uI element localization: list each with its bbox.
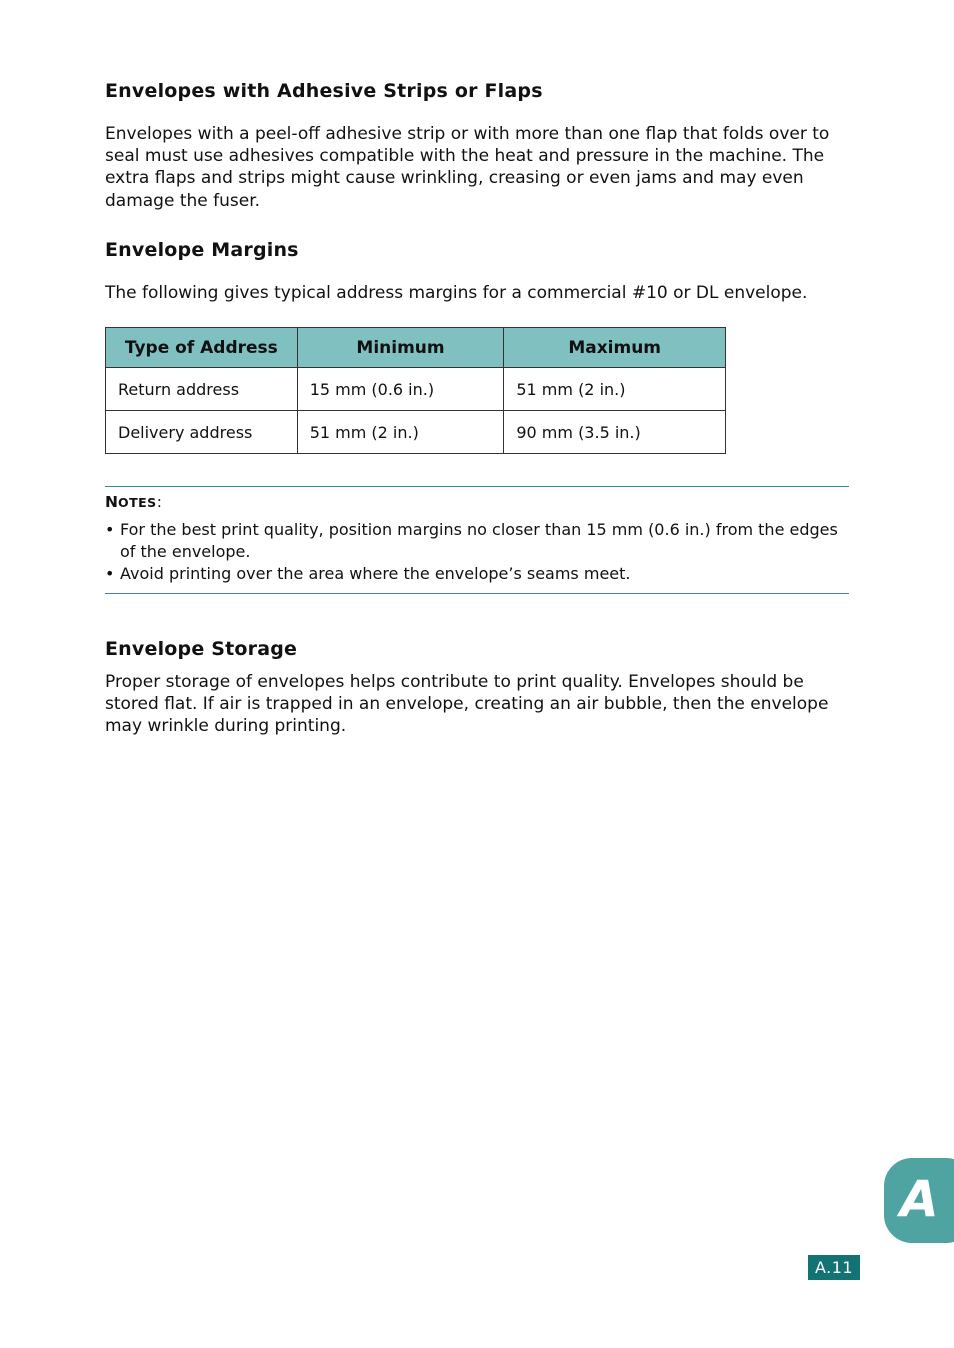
notes-top-rule bbox=[105, 486, 849, 487]
page-number: A.11 bbox=[808, 1255, 860, 1280]
heading-envelope-margins: Envelope Margins bbox=[105, 239, 299, 261]
table-row bbox=[106, 411, 726, 454]
heading-adhesive-strips: Envelopes with Adhesive Strips or Flaps bbox=[105, 80, 543, 102]
notes-bottom-rule bbox=[105, 593, 849, 594]
table-header-maximum: Maximum bbox=[504, 328, 726, 368]
table-header-minimum: Minimum bbox=[297, 328, 504, 368]
bullet-icon: • bbox=[105, 520, 115, 539]
margins-table bbox=[105, 327, 726, 454]
paragraph-adhesive-strips: Envelopes with a peel-off adhesive strip or with more than one flap that folds over to seal must use adhesives compatible with the heat and pressure in the machine. The extra flaps and strips might cause wrinkling, creasing or even jams and may even damage the fuser. bbox=[105, 124, 830, 211]
notes-title-initial: N bbox=[105, 493, 118, 511]
list-item bbox=[105, 519, 849, 562]
table-cell-type: Delivery address bbox=[106, 411, 298, 454]
note-text: For the best print quality, position margins no closer than 15 mm (0.6 in.) from the edges of the envelope. bbox=[120, 520, 838, 561]
notes-title-rest: OTES bbox=[117, 495, 157, 510]
notes-title bbox=[105, 492, 162, 513]
table-cell-type: Return address bbox=[106, 368, 298, 411]
paragraph-margins-intro: The following gives typical address margins for a commercial #10 or DL envelope. bbox=[105, 283, 808, 303]
table-header-type: Type of Address bbox=[106, 328, 298, 368]
list-item bbox=[105, 563, 849, 585]
table-cell-minimum: 15 mm (0.6 in.) bbox=[297, 368, 504, 411]
table-cell-maximum: 90 mm (3.5 in.) bbox=[504, 411, 726, 454]
heading-envelope-storage: Envelope Storage bbox=[105, 638, 298, 660]
notes-list bbox=[105, 519, 849, 586]
table-cell-minimum: 51 mm (2 in.) bbox=[297, 411, 504, 454]
notes-title-colon: : bbox=[156, 493, 162, 511]
bullet-icon: • bbox=[105, 564, 115, 583]
table-cell-maximum: 51 mm (2 in.) bbox=[504, 368, 726, 411]
paragraph-envelope-storage: Proper storage of envelopes helps contribute to print quality. Envelopes should be stored flat. If air is trapped in an envelope, creating an air bubble, then the envelope may wrinkle during printing. bbox=[105, 672, 829, 737]
table-row bbox=[106, 368, 726, 411]
table-header-row bbox=[106, 328, 726, 368]
appendix-tab-letter: A bbox=[900, 1170, 939, 1228]
note-text: Avoid printing over the area where the envelope’s seams meet. bbox=[120, 564, 631, 583]
